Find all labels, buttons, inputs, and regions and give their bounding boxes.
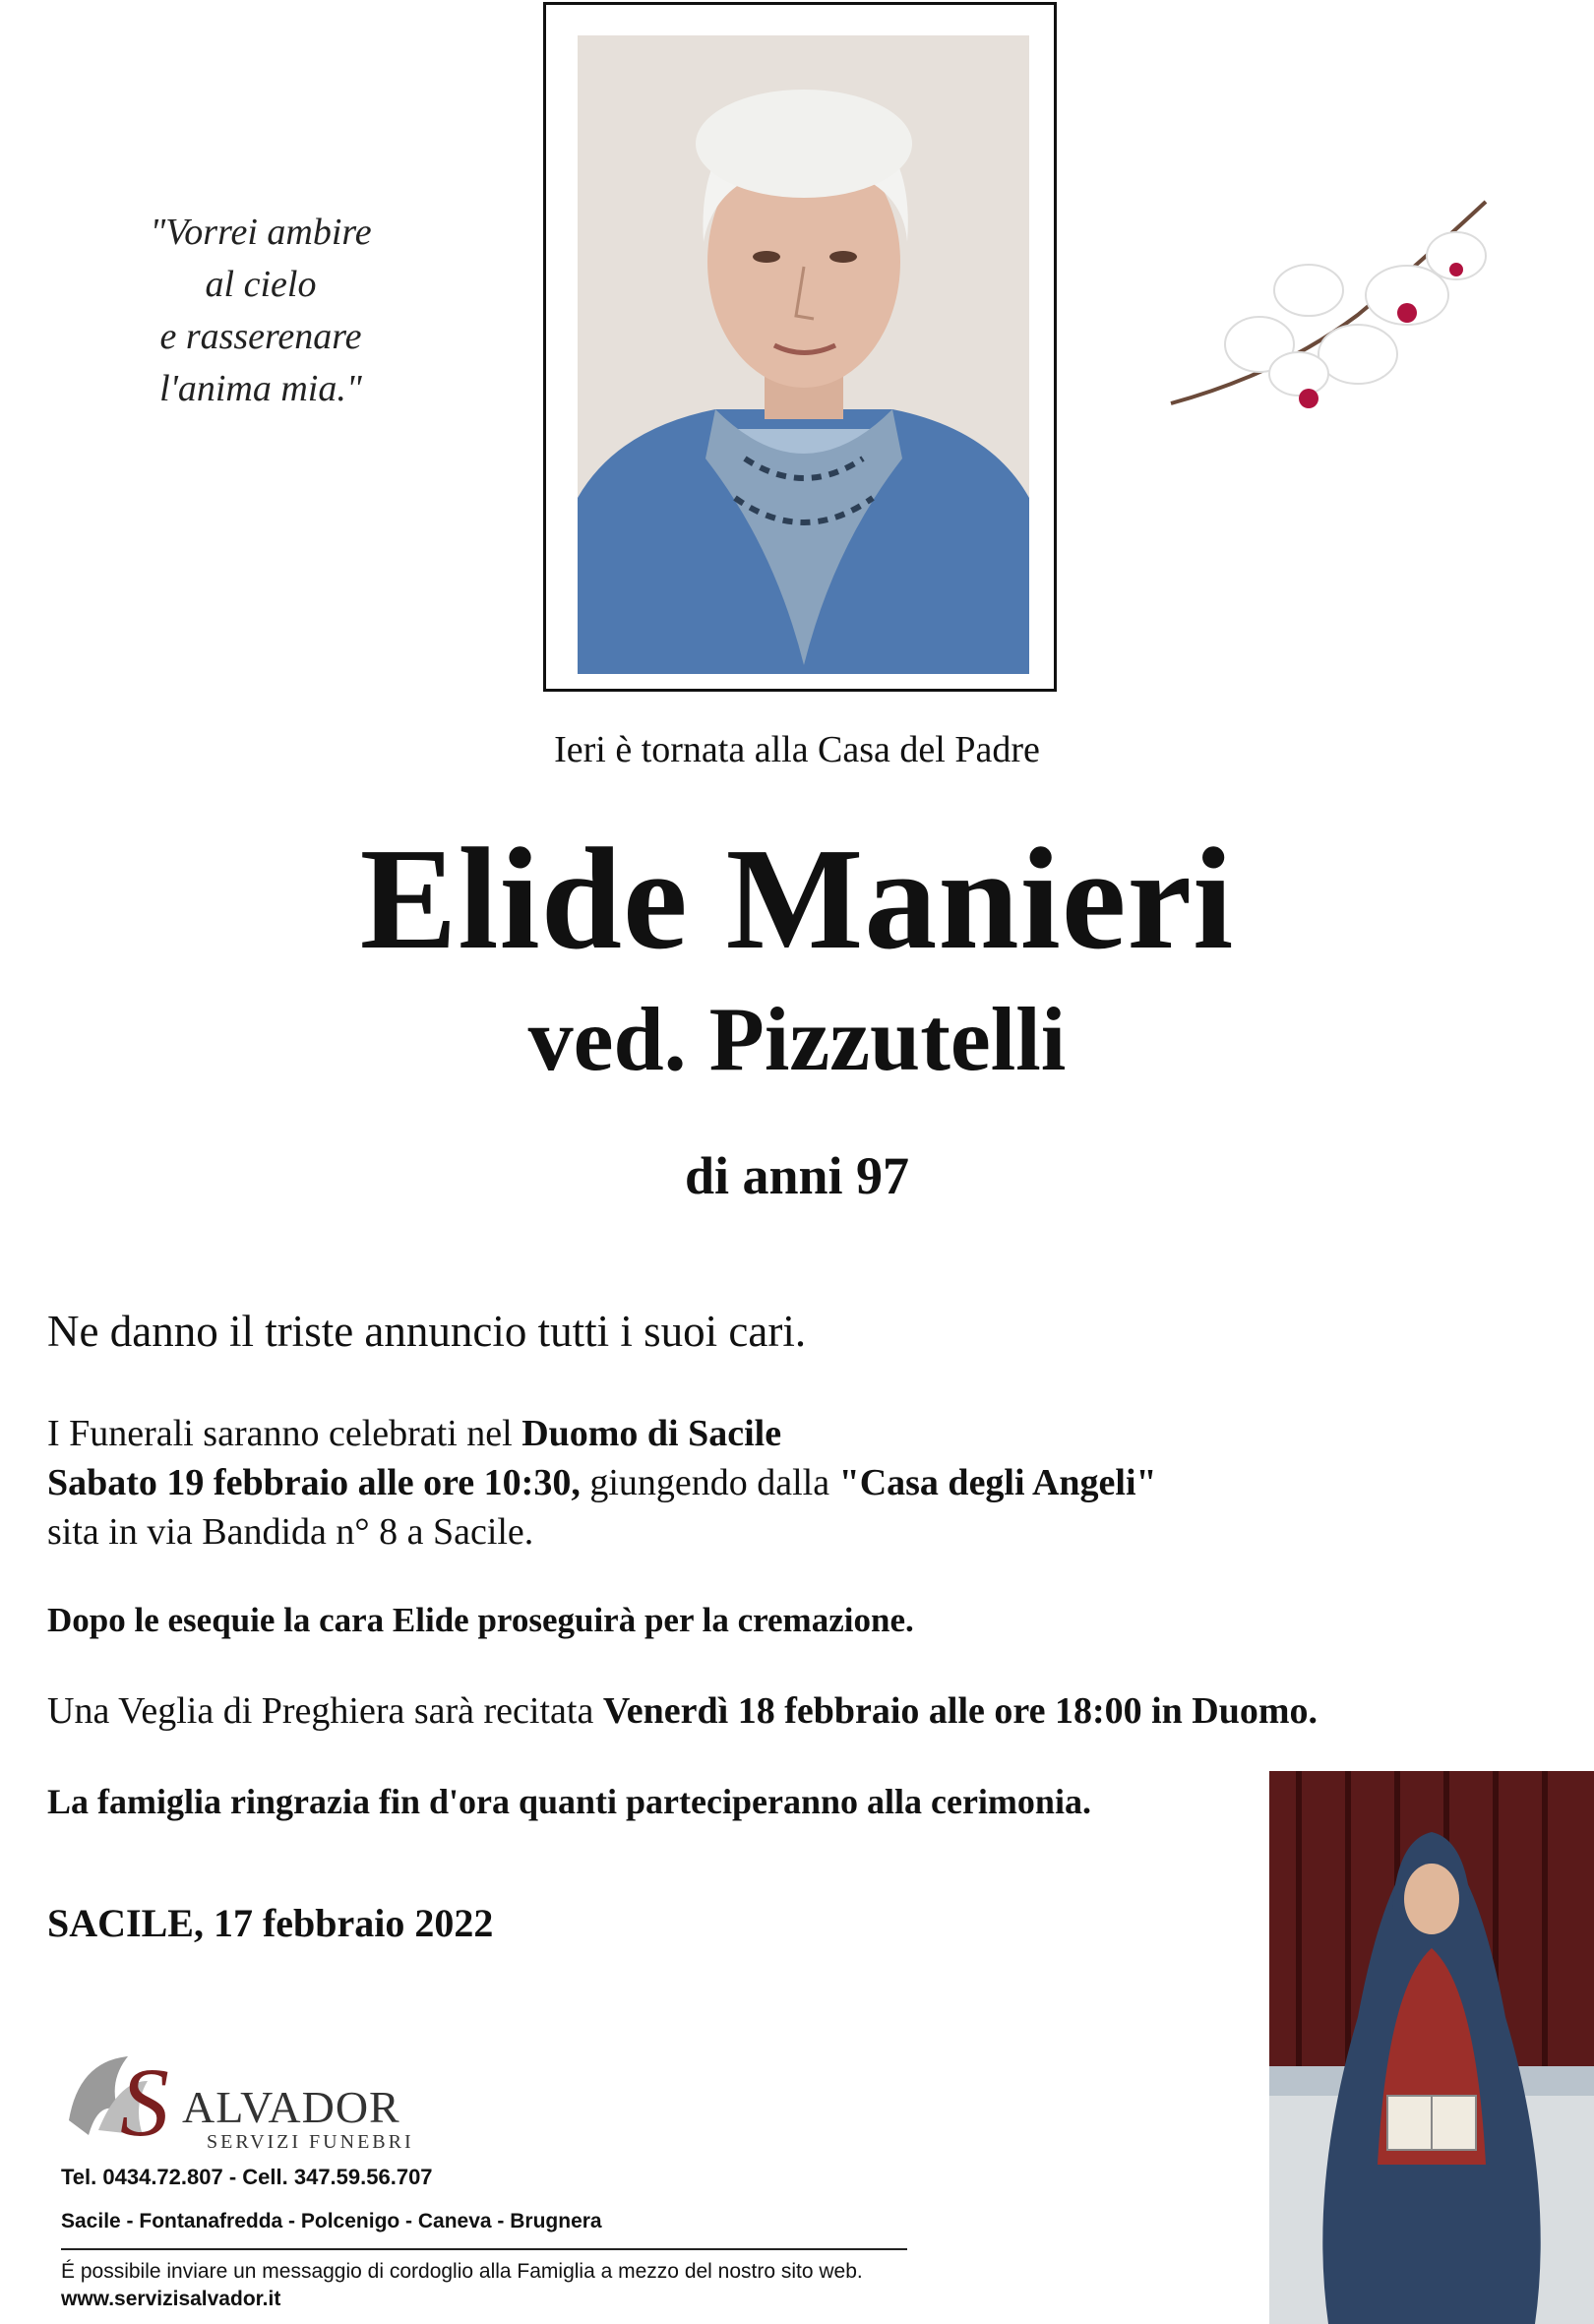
service-towns: Sacile - Fontanafredda - Polcenigo - Caneva - Brugnera (61, 2210, 602, 2232)
funeral-datetime: Sabato 19 febbraio alle ore 10:30, (47, 1462, 581, 1503)
announcement: Ne danno il triste annuncio tutti i suoi cari. (47, 1307, 807, 1356)
vigil-datetime: Venerdì 18 febbraio alle ore 18:00 in Duomo. (602, 1690, 1318, 1732)
quote-line: al cielo (205, 264, 317, 305)
quote-line: "Vorrei ambire (150, 212, 372, 253)
after-rites: Dopo le esequie la cara Elide proseguirà per la cremazione. (47, 1601, 914, 1639)
funeral-line-2 (47, 1458, 1425, 1507)
madonna-illustration (1269, 1771, 1594, 2324)
orchid-icon (1161, 197, 1515, 433)
madonna-image (1269, 1771, 1594, 2324)
married-name: ved. Pizzutelli (527, 989, 1067, 1089)
divider (61, 2248, 907, 2250)
logo-tagline: SERVIZI FUNEBRI (207, 2131, 414, 2153)
logo-name: ALVADOR (182, 2082, 400, 2132)
funeral-text: giungendo dalla (580, 1462, 839, 1503)
angel-logo-icon (59, 2042, 472, 2160)
orchid-illustration (1161, 197, 1515, 433)
thanks: La famiglia ringrazia fin d'ora quanti parteciperanno alla cerimonia. (47, 1782, 1091, 1821)
funeral-place: Duomo di Sacile (521, 1413, 782, 1454)
logo-initial: S (120, 2048, 169, 2157)
age: di anni 97 (684, 1146, 910, 1205)
funeral-text: I Funerali saranno celebrati nel (47, 1413, 522, 1454)
funeral-origin: "Casa degli Angeli" (838, 1462, 1157, 1503)
portrait-illustration (578, 35, 1029, 674)
dateline: SACILE, 17 febbraio 2022 (47, 1901, 494, 1945)
intro-line: Ieri è tornata alla Casa del Padre (554, 729, 1040, 770)
portrait-photo (578, 35, 1029, 674)
phone-numbers: Tel. 0434.72.807 - Cell. 347.59.56.707 (61, 2165, 433, 2189)
vigil (47, 1686, 1425, 1736)
quote-line: l'anima mia." (159, 368, 362, 409)
condolence-note: É possibile inviare un messaggio di cordoglio alla Famiglia a mezzo del nostro sito web. (61, 2260, 863, 2283)
vigil-text: Una Veglia di Preghiera sarà recitata (47, 1690, 603, 1732)
portrait-frame (543, 2, 1057, 692)
website-link[interactable]: www.servizisalvador.it (61, 2288, 281, 2310)
funeral-line-1 (47, 1409, 1425, 1458)
quote-line: e rasserenare (159, 316, 362, 357)
epigraph-quote (93, 207, 428, 415)
salvador-logo (59, 2042, 472, 2160)
deceased-name: Elide Manieri (359, 819, 1235, 980)
funeral-line-3: sita in via Bandida n° 8 a Sacile. (47, 1511, 534, 1553)
funeral-details (47, 1409, 1425, 1557)
